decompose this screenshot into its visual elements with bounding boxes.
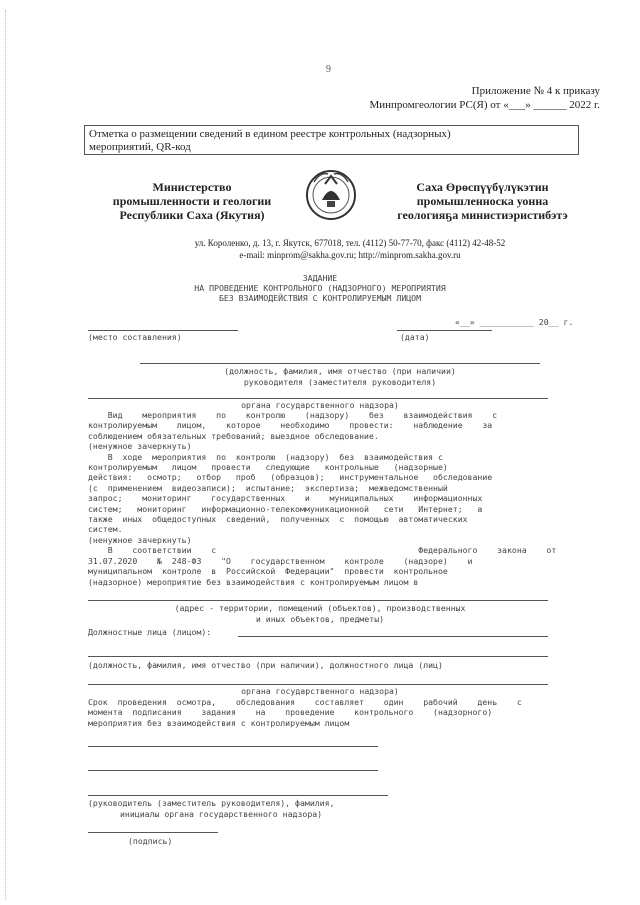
- body-line: В соответствии с Федерального закона от: [88, 545, 557, 556]
- signer-caption-2: инициалы органа государственного надзора): [120, 809, 323, 819]
- body-line: соблюдением обязательных требований; выездное обследование.: [88, 430, 379, 441]
- ministry-name-ru: [92, 180, 292, 222]
- registry-note-box: [84, 125, 579, 155]
- body-line: Вид мероприятия по контролю (надзору) без взаимодействия с: [88, 410, 498, 420]
- page-number: 9: [326, 64, 331, 75]
- ministry-ru-line: Республики Саха (Якутия): [119, 208, 265, 222]
- period-text: [88, 697, 522, 728]
- object-caption-1: (адрес - территории, помещений (объектов), производственных: [174, 603, 466, 613]
- signature-caption: (подпись): [128, 836, 173, 846]
- object-caption-2: и иных объектов, предметы): [255, 614, 385, 624]
- date-field: «__» ___________ 20__ г.: [455, 317, 574, 327]
- body-line: также иных общедоступных сведений, полученных с помощью автоматических: [88, 514, 468, 525]
- organ-caption: органа государственного надзора): [241, 400, 399, 410]
- task-title-2: НА ПРОВЕДЕНИЕ КОНТРОЛЬНОГО (НАДЗОРНОГО) МЕРОПРИЯТИЯ: [194, 283, 446, 293]
- coat-of-arms-emblem: [300, 162, 362, 224]
- ministry-yakut-line: промышленноска уонна: [416, 194, 549, 208]
- date-label: (дата): [400, 332, 430, 342]
- body-line: В ходе мероприятия по контролю (надзору) без взаимодействия с: [88, 451, 443, 462]
- organ-caption-2: органа государственного надзора): [241, 686, 399, 696]
- head-caption-1: (должность, фамилия, имя отчество (при наличии): [224, 366, 456, 376]
- signature-line: [88, 832, 218, 833]
- ministry-yakut-line: геологияҕа министиэристибэтэ: [397, 208, 568, 222]
- registry-note-line-2: мероприятий, QR-код: [89, 141, 191, 153]
- address-line: ул. Короленко, д. 13, г. Якутск, 677018, тел. (4112) 50-77-70, факс (4112) 42-48-52: [194, 238, 506, 248]
- task-title-3: БЕЗ ВЗАИМОДЕЙСТВИЯ С КОНТРОЛИРУЕМЫМ ЛИЦОМ: [218, 293, 422, 303]
- body-line: 31.07.2020 № 248-ФЗ "О государственном контроле (надзоре) и: [88, 555, 473, 566]
- body-line: контролируемым лицом, которое необходимо провести: наблюдение за: [88, 420, 493, 431]
- ministry-yakut-line: Саха Өрөспүүбүлүкэтин: [416, 180, 549, 194]
- place-line: [88, 330, 238, 331]
- body-text: [88, 410, 556, 587]
- blank-line: [88, 770, 378, 771]
- body-line: систем; мониторинг информационно-телекоммуникационной сети Интернет; а: [88, 503, 483, 514]
- official-line: [88, 656, 548, 657]
- ministry-name-yakut: [380, 180, 585, 222]
- period-line: момента подписания задания на проведение контрольного (надзорного): [88, 707, 493, 718]
- scan-margin-dots: [5, 10, 7, 900]
- ministry-ru-line: промышленности и геологии: [112, 194, 272, 208]
- signer-line: [88, 795, 388, 796]
- appendix-line-1: Приложение № 4 к приказу: [471, 85, 600, 97]
- body-line: (ненужное зачеркнуть): [88, 441, 192, 452]
- body-line: (с применением видеозаписи); испытание; экспертиза; межведомственный: [88, 482, 448, 493]
- officials-line: [238, 636, 548, 637]
- blank-line: [88, 746, 378, 747]
- registry-note-line-1: Отметка о размещении сведений в едином реестре контрольных (надзорных): [89, 128, 451, 140]
- place-label: (место составления): [88, 332, 182, 342]
- body-line: действия: осмотр; отбор проб (образцов); инструментальное обследование: [88, 472, 493, 483]
- period-line: мероприятия без взаимодействия с контролируемым лицом: [88, 717, 350, 728]
- appendix-line-2: Минпромгеологии РС(Я) от «___» ______ 2022 г.: [369, 99, 600, 111]
- organ-line: [88, 398, 548, 399]
- body-line: контролируемым лицом провести следующие контрольные (надзорные): [88, 462, 448, 473]
- date-line: [397, 330, 492, 331]
- email-line: e-mail: minprom@sakha.gov.ru; http://minprom.sakha.gov.ru: [239, 250, 461, 260]
- official-caption: (должность, фамилия, имя отчество (при наличии), должностного лица (лиц): [88, 660, 443, 670]
- period-line: Срок проведения осмотра, обследования составляет один рабочий день с: [88, 697, 522, 707]
- head-caption-2: руководителя (заместителя руководителя): [243, 377, 437, 387]
- officials-label: Должностные лица (лицом):: [88, 627, 212, 637]
- head-line: [140, 363, 540, 364]
- body-line: (надзорное) мероприятие без взаимодействия с контролируемым лицом в: [88, 576, 419, 587]
- organ-line-2: [88, 684, 548, 685]
- body-line: (ненужное зачеркнуть): [88, 534, 192, 545]
- body-line: муниципальном контроле в Российской Федерации" провести контрольное: [88, 566, 448, 577]
- signer-caption-1: (руководитель (заместитель руководителя), фамилия,: [88, 798, 335, 808]
- body-line: запрос; мониторинг государственных и муниципальных информационных: [88, 493, 483, 504]
- ministry-ru-line: Министерство: [152, 180, 232, 194]
- task-title-1: ЗАДАНИЕ: [302, 273, 338, 283]
- object-line: [88, 600, 548, 601]
- body-line: систем.: [88, 524, 123, 535]
- address-block: [150, 237, 550, 261]
